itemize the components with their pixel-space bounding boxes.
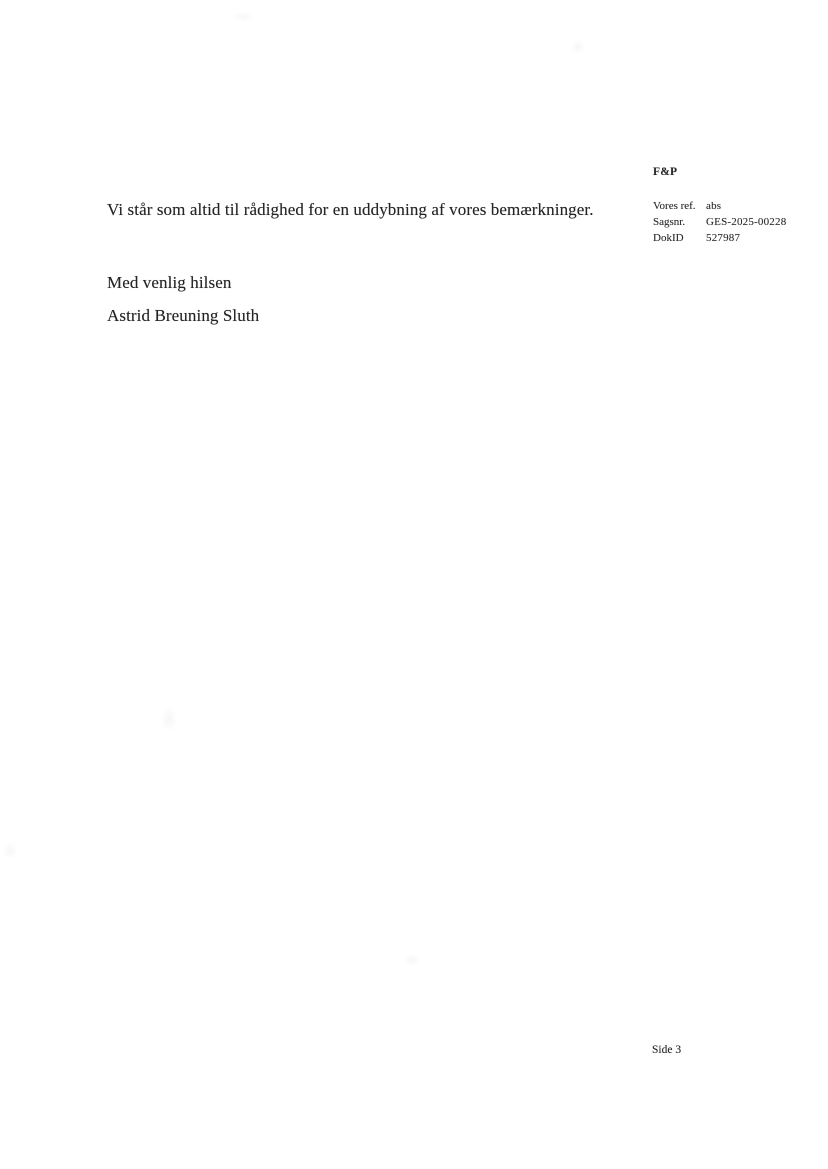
metadata-value: GES-2025-00228 xyxy=(706,216,787,228)
metadata-row-sagsnr xyxy=(653,214,786,230)
metadata-label: Sagsnr. xyxy=(653,216,686,228)
scan-artifact xyxy=(404,953,420,967)
metadata-label: Vores ref. xyxy=(653,200,696,212)
reference-metadata-block xyxy=(653,198,786,246)
page-number: Side 3 xyxy=(652,1044,682,1056)
metadata-label: DokID xyxy=(653,232,684,244)
metadata-value: 527987 xyxy=(706,232,741,244)
letter-closing: Med venlig hilsen xyxy=(107,273,232,292)
metadata-value: abs xyxy=(706,200,722,212)
metadata-row-dokid xyxy=(653,230,786,246)
scan-artifact xyxy=(160,706,178,732)
letter-body-line: Vi står som altid til rådighed for en uddybning af vores bemærkninger. xyxy=(107,200,594,219)
organization-mark: F&P xyxy=(653,166,678,178)
metadata-row-vores-ref xyxy=(653,198,786,214)
letter-signature-name: Astrid Breuning Sluth xyxy=(107,306,260,325)
scan-artifact xyxy=(570,40,586,54)
scan-artifact xyxy=(2,842,18,860)
scan-artifact xyxy=(232,12,254,22)
